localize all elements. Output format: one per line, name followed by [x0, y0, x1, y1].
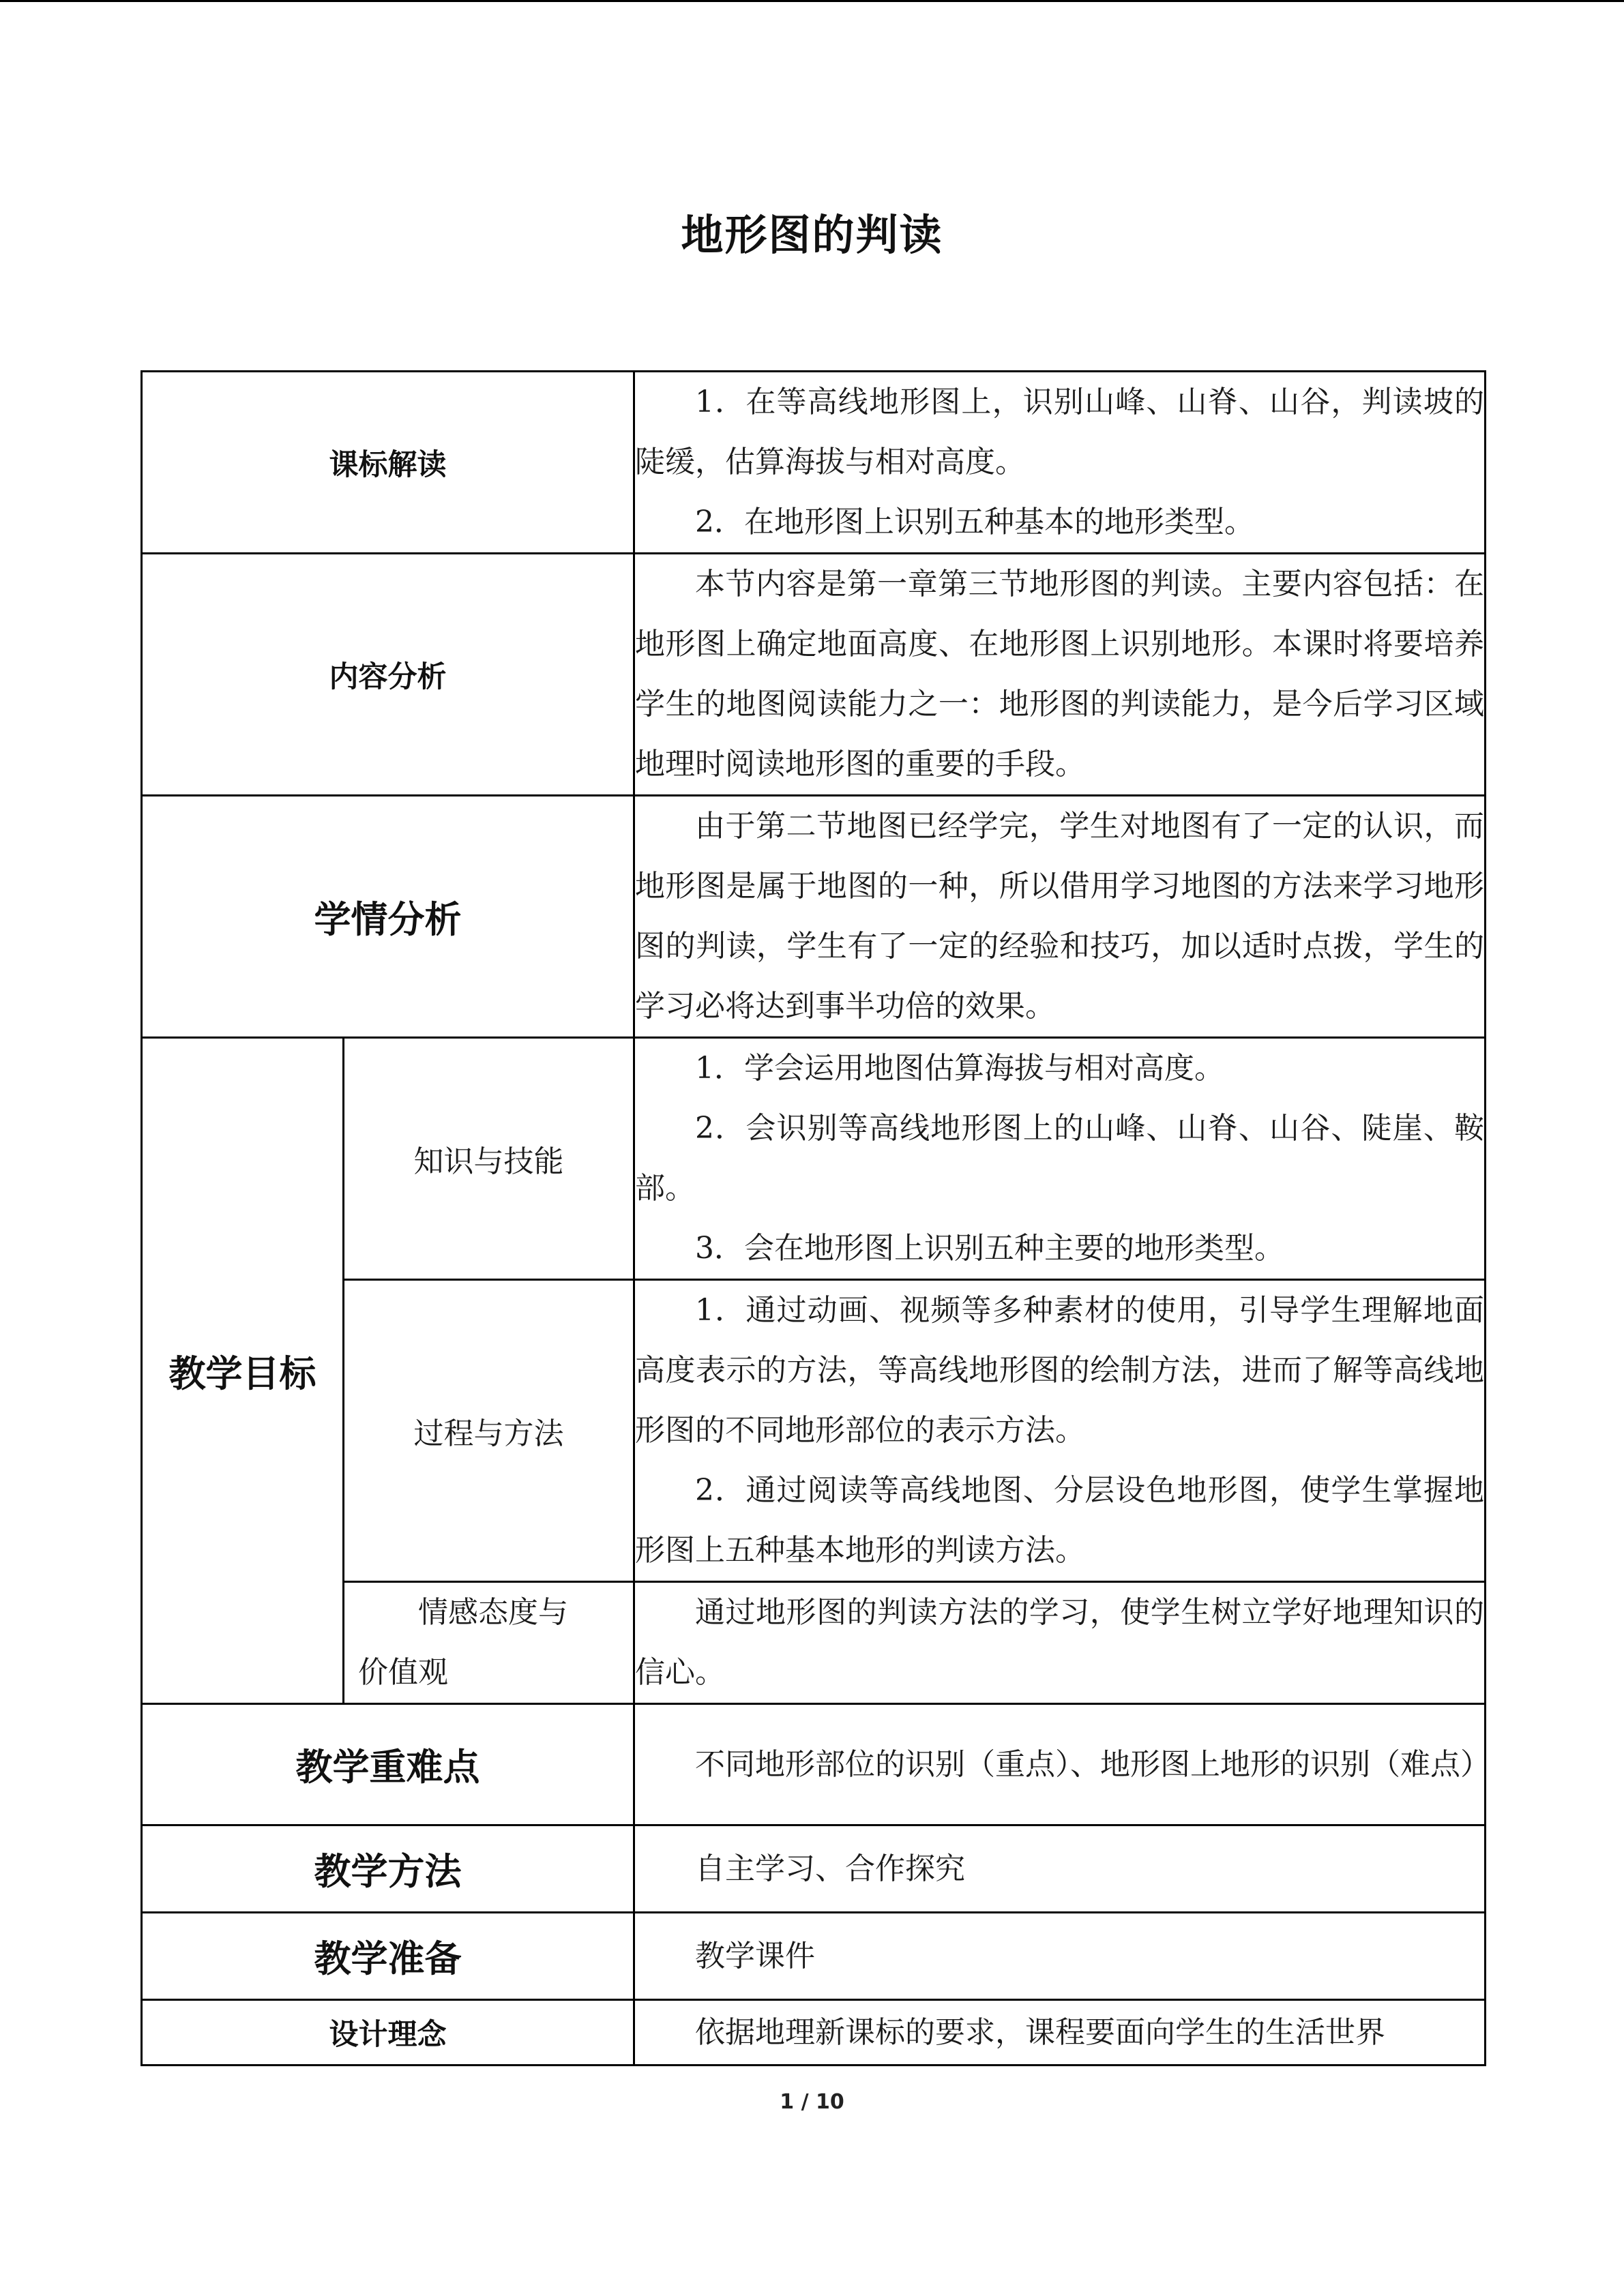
paragraph: 由于第二节地图已经学完，学生对地图有了一定的认识，而地形图是属于地图的一种，所以借用学习地图的方法来学习地形图的判读，学生有了一定的经验和技巧，加以适时点拨，学生的学习必将达到事半功倍的效果。 [635, 809, 1484, 1024]
preparation-text [634, 1913, 1486, 2000]
top-border-line [0, 0, 1624, 2]
paragraph: 2．会识别等高线地形图上的山峰、山脊、山谷、陡崖、鞍部。 [635, 1111, 1484, 1206]
paragraph: 通过地形图的判读方法的学习，使学生树立学好地理知识的信心。 [635, 1595, 1484, 1690]
paragraph: 自主学习、合作探究 [695, 1851, 965, 1886]
paragraph: 1．学会运用地图估算海拔与相对高度。 [695, 1051, 1224, 1086]
design-concept-label: 设计理念 [142, 2000, 634, 2066]
row-key-difficult [142, 1704, 1486, 1825]
process-methods-label: 过程与方法 [344, 1280, 634, 1582]
attitude-values-label [344, 1582, 634, 1704]
paragraph: 教学课件 [695, 1938, 815, 1973]
knowledge-skills-label: 知识与技能 [344, 1038, 634, 1280]
paragraph: 3．会在地形图上识别五种主要的地形类型。 [695, 1231, 1284, 1266]
key-difficult-label: 教学重难点 [142, 1704, 634, 1825]
content-analysis-label: 内容分析 [142, 554, 634, 796]
curriculum-label: 课标解读 [142, 372, 634, 554]
student-analysis-label: 学情分析 [142, 796, 634, 1038]
paragraph: 本节内容是第一章第三节地形图的判读。主要内容包括：在地形图上确定地面高度、在地形图上识别地形。本课时将要培养学生的地图阅读能力之一：地形图的判读能力，是今后学习区域地理时阅读地形图的重要的手段。 [635, 567, 1484, 781]
design-concept-text [634, 2000, 1486, 2066]
row-student-analysis [142, 796, 1486, 1038]
row-goal-attitude [142, 1582, 1486, 1704]
row-goal-knowledge [142, 1038, 1486, 1280]
methods-text [634, 1825, 1486, 1913]
process-methods-text [634, 1280, 1486, 1582]
curriculum-text [634, 372, 1486, 554]
preparation-label: 教学准备 [142, 1913, 634, 2000]
row-content-analysis [142, 554, 1486, 796]
paragraph: 1．通过动画、视频等多种素材的使用，引导学生理解地面高度表示的方法，等高线地形图的绘制方法，进而了解等高线地形图的不同地形部位的表示方法。 [635, 1293, 1484, 1448]
attitude-values-text [634, 1582, 1486, 1704]
paragraph: 2．通过阅读等高线地图、分层设色地形图，使学生掌握地形图上五种基本地形的判读方法。 [635, 1473, 1484, 1568]
methods-label: 教学方法 [142, 1825, 634, 1913]
row-curriculum [142, 372, 1486, 554]
document-title: 地形图的判读 [681, 210, 943, 260]
key-difficult-text [634, 1704, 1490, 1825]
content-analysis-text [634, 554, 1486, 796]
paragraph: 2．在地形图上识别五种基本的地形类型。 [695, 505, 1254, 539]
page-indicator: 1 / 10 [780, 2090, 844, 2114]
teaching-goals-label: 教学目标 [142, 1038, 344, 1704]
student-analysis-text [634, 796, 1486, 1038]
attitude-label-line2: 价值观 [358, 1655, 448, 1690]
row-methods [142, 1825, 1486, 1913]
row-goal-process [142, 1280, 1486, 1582]
paragraph: 不同地形部位的识别（重点）、地形图上地形的识别（难点） [695, 1746, 1490, 1782]
paragraph: 1．在等高线地形图上，识别山峰、山脊、山谷，判读坡的陡缓，估算海拔与相对高度。 [635, 385, 1484, 479]
row-design-concept [142, 2000, 1486, 2066]
attitude-label-line1: 情感态度与 [418, 1595, 568, 1630]
paragraph: 依据地理新课标的要求，课程要面向学生的生活世界 [695, 2014, 1385, 2050]
knowledge-skills-text [634, 1038, 1486, 1280]
row-preparation [142, 1913, 1486, 2000]
lesson-plan-table [141, 370, 1490, 2066]
